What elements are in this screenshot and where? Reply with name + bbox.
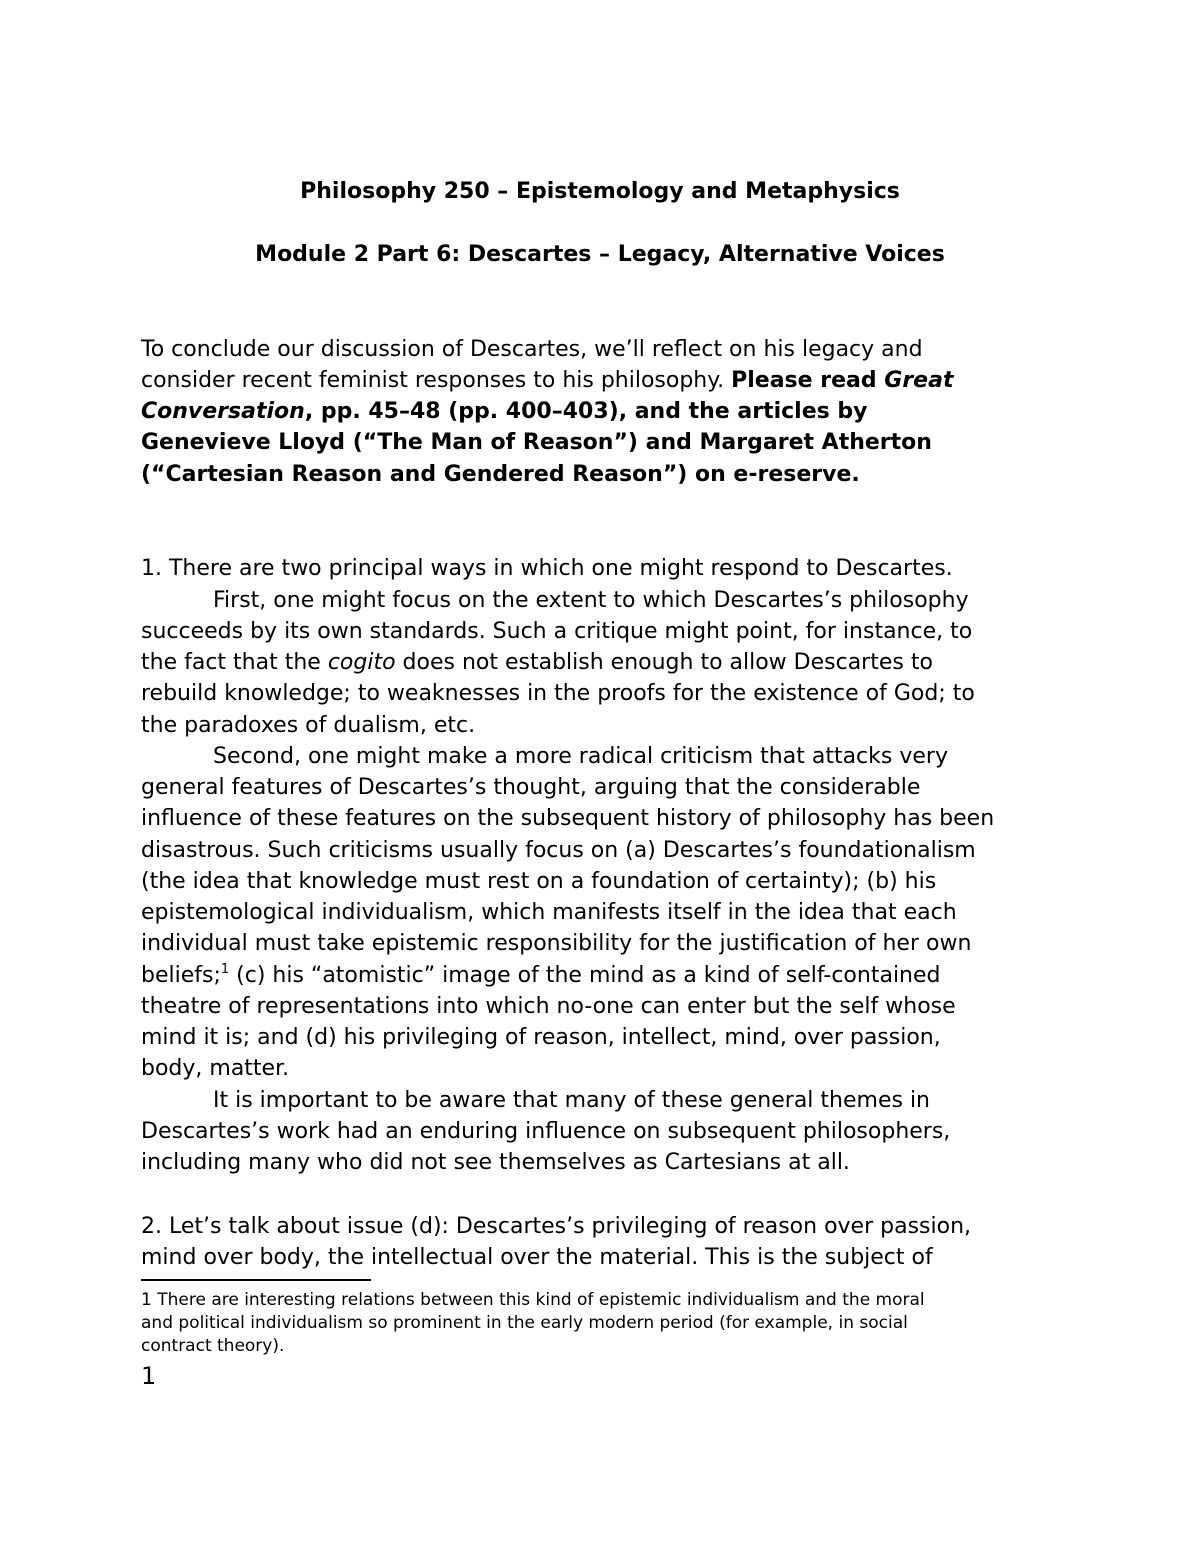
section-line: (the idea that knowledge must rest on a foundation of certainty); (b) his: [141, 869, 937, 894]
footnote-line: and political individualism so prominent in the early modern period (for example, in social: [141, 1313, 908, 1333]
section-line: Descartes’s work had an enduring influence on subsequent philosophers,: [141, 1119, 951, 1144]
book-title: Conversation: [141, 399, 305, 424]
section-line: general features of Descartes’s thought, arguing that the considerable: [141, 775, 921, 800]
section-line: First, one might focus on the extent to which Descartes’s philosophy: [213, 588, 969, 613]
footnote-separator: [141, 1279, 371, 1281]
section-line: [141, 962, 941, 990]
section-line: body, matter.: [141, 1056, 290, 1081]
document-title: Philosophy 250 – Epistemology and Metaphysics: [300, 179, 900, 204]
text-run: (c) his “atomistic” image of the mind as a kind of self-contained: [229, 963, 941, 988]
intro-line: Genevieve Lloyd (“The Man of Reason”) and Margaret Atherton: [141, 430, 932, 455]
section-line: including many who did not see themselves as Cartesians at all.: [141, 1150, 850, 1175]
section-line: theatre of representations into which no-one can enter but the self whose: [141, 994, 956, 1019]
intro-text: consider recent feminist responses to his philosophy.: [141, 368, 732, 393]
intro-line: [141, 367, 953, 395]
intro-line: (“Cartesian Reason and Gendered Reason”) on e-reserve.: [141, 462, 860, 487]
intro-line: To conclude our discussion of Descartes, we’ll reflect on his legacy and: [141, 337, 923, 362]
footnote-line: contract theory).: [141, 1336, 285, 1356]
footnote-line: 1 There are interesting relations between this kind of epistemic individualism and the moral: [141, 1290, 925, 1310]
section-line: [141, 649, 933, 677]
reading-instruction: , pp. 45–48 (pp. 400–403), and the articles by: [304, 399, 868, 424]
page-number: 1: [141, 1362, 157, 1390]
section-line: mind over body, the intellectual over the material. This is the subject of: [141, 1245, 933, 1270]
footnote-reference[interactable]: 1: [220, 961, 230, 977]
section-line: Second, one might make a more radical criticism that attacks very: [213, 744, 948, 769]
section-line: influence of these features on the subsequent history of philosophy has been: [141, 806, 995, 831]
section-line: It is important to be aware that many of these general themes in: [213, 1088, 930, 1113]
section-line: rebuild knowledge; to weaknesses in the proofs for the existence of God; to: [141, 681, 975, 706]
section-line: 2. Let’s talk about issue (d): Descartes’s privileging of reason over passion,: [141, 1214, 972, 1239]
section-line: disastrous. Such criticisms usually focus on (a) Descartes’s foundationalism: [141, 838, 976, 863]
text-run: does not establish enough to allow Descartes to: [395, 650, 933, 675]
text-run: beliefs;: [141, 963, 221, 988]
section-line: succeeds by its own standards. Such a critique might point, for instance, to: [141, 619, 973, 644]
section-line: 1. There are two principal ways in which one might respond to Descartes.: [141, 556, 953, 581]
text-run: the fact that the: [141, 650, 328, 675]
section-line: epistemological individualism, which manifests itself in the idea that each: [141, 900, 957, 925]
reading-instruction: Please read: [731, 368, 885, 393]
section-line: the paradoxes of dualism, etc.: [141, 713, 476, 738]
section-line: individual must take epistemic responsibility for the justification of her own: [141, 931, 972, 956]
cogito-term: cogito: [327, 650, 396, 675]
book-title: Great: [884, 368, 954, 393]
module-heading: Module 2 Part 6: Descartes – Legacy, Alternative Voices: [255, 242, 945, 267]
section-line: mind it is; and (d) his privileging of reason, intellect, mind, over passion,: [141, 1025, 941, 1050]
intro-line: [141, 398, 868, 426]
